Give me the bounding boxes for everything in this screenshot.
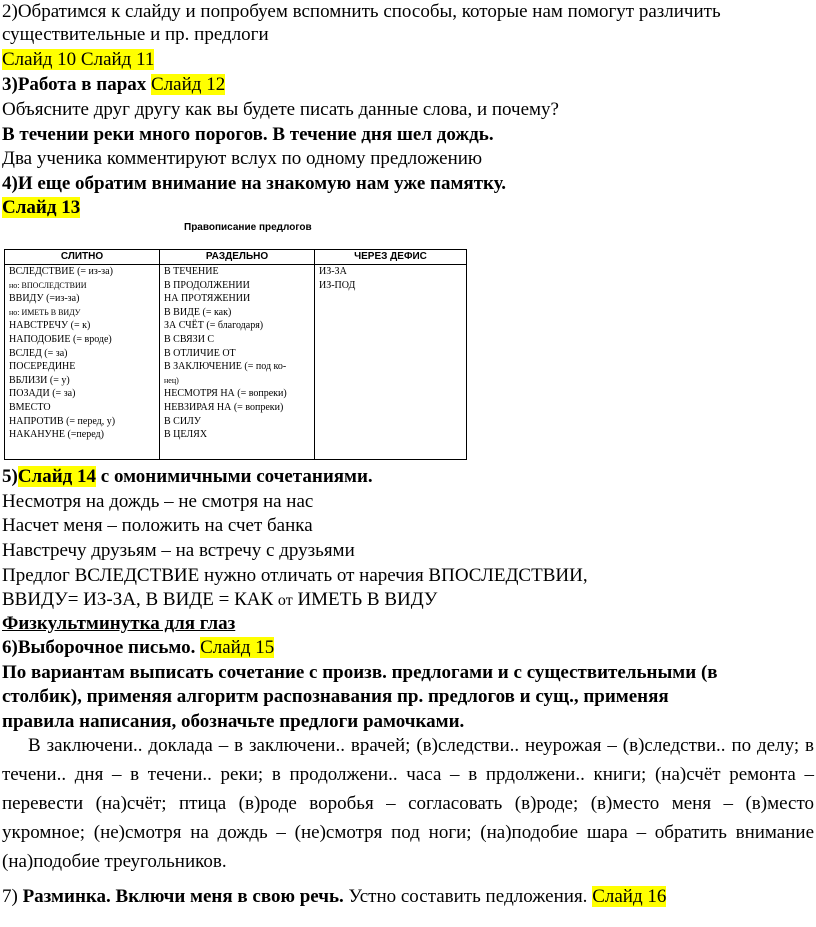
intro-line-1: 2)Обратимся к слайду и попробуем вспомнить способы, которые нам помогут различить (2, 1, 721, 22)
memo-item: НАПРОТИВ (= перед, у) (9, 415, 116, 427)
memo-header-slitno: СЛИТНО (5, 250, 160, 265)
memo-item: В ВИДЕ (= как) (164, 306, 232, 318)
memo-item: ВВИДУ (=из-за) (9, 293, 80, 305)
memo-item: ВСЛЕДСТВИЕ (= из-за) (9, 266, 113, 277)
memo-table-body-row (5, 265, 467, 460)
step5-heading: 5)Слайд 14 с омонимичными сочетаниями. (2, 466, 373, 487)
memo-item: нец) (164, 375, 179, 385)
memo-item: ЗА СЧЁТ (= благодаря) (164, 320, 264, 332)
eye-exercise-break: Физкультминутка для глаз (2, 613, 236, 634)
memo-table (4, 249, 467, 460)
memo-item: ИЗ-ПОД (319, 279, 356, 291)
step6-task-line-2: столбик), применяя алгоритм распознавания пр. предлогов и сущ., применяя (2, 686, 669, 707)
memo-item: В ЦЕЛЯХ (164, 429, 208, 441)
memo-item: ВСЛЕД (= за) (9, 347, 68, 359)
memo-item: В ПРОДОЛЖЕНИИ (164, 279, 250, 291)
memo-item: но: ВПОСЛЕДСТВИИ (9, 280, 87, 290)
memo-item: НА ПРОТЯЖЕНИИ (164, 293, 251, 305)
memo-item: НАПОДОБИЕ (= вроде) (9, 333, 112, 345)
slide-badge: Слайд 15 (200, 637, 275, 658)
memo-item: В СВЯЗИ С (164, 333, 215, 345)
step5-line-1: Несмотря на дождь – не смотря на нас (2, 491, 314, 512)
intro-line-2: существительные и пр. предлоги (2, 24, 269, 45)
step6-exercise-text: В заключени.. доклада – в заключени.. врачей; (в)следстви.. неурожая – (в)следстви.. по делу; в течени.. дня – в течени.. реки; в продолжени.. часа – в прдолжени.. книги; (на)счёт ремонта – перевести (на)счёт; птица (в)роде воробья – согласовать (в)роде; (в)место меня – (в)место укромное; (не)смотря на дождь – (не)смотря под ноги; (на)подобие шара – обратить внимание (на)подобие треугольников. (2, 735, 814, 872)
intro-slides (2, 48, 154, 72)
memo-item: ПОЗАДИ (= за) (9, 388, 76, 400)
step3-heading: 3)Работа в парах Слайд 12 (2, 74, 226, 95)
memo-header-razdelno: РАЗДЕЛЬНО (160, 250, 315, 265)
step7-line: 7) Разминка. Включи меня в свою речь. Устно составить пeдложения. Слайд 16 (2, 886, 667, 907)
memo-item: но: ИМЕТЬ В ВИДУ (9, 307, 81, 317)
memo-item: ИЗ-ЗА (319, 266, 347, 277)
memo-item: НЕСМОТРЯ НА (= вопреки) (164, 388, 287, 400)
step3-example: В течении реки много порогов. В течение дня шел дождь. (2, 124, 494, 145)
slide-badge: Слайд 14 (17, 466, 97, 487)
step5-line-5: ВВИДУ= ИЗ-ЗА, В ВИДЕ = КАК от ИМЕТЬ В ВИДУ (2, 589, 438, 610)
memo-item: В ТЕЧЕНИЕ (164, 266, 219, 277)
memo-item: НАВСТРЕЧУ (= к) (9, 320, 91, 332)
memo-col-defis (315, 265, 467, 460)
step5-line-3: Навстречу друзьям – на встречу с друзьями (2, 540, 355, 561)
step5-line-4: Предлог ВСЛЕДСТВИЕ нужно отличать от наречия ВПОСЛЕДСТВИИ, (2, 565, 588, 586)
memo-item: ПОСЕРЕДИНЕ (9, 361, 76, 373)
step4-heading: 4)И еще обратим внимание на знакомую нам уже памятку. (2, 173, 507, 194)
memo-item: ВБЛИЗИ (= у) (9, 374, 70, 386)
memo-table-header-row (5, 250, 467, 265)
memo-header-defis: ЧЕРЕЗ ДЕФИС (315, 250, 467, 265)
step4-slide (2, 196, 80, 220)
slide-badge: Слайд 13 (2, 197, 81, 218)
step6-heading: 6)Выборочное письмо. Слайд 15 (2, 637, 275, 658)
memo-item: НЕВЗИРАЯ НА (= вопреки) (164, 401, 284, 413)
memo-col-slitno (5, 265, 160, 460)
memo-table-title: Правописание предлогов (184, 222, 312, 233)
memo-item: В СИЛУ (164, 415, 201, 427)
memo-item: ВМЕСТО (9, 401, 51, 413)
slide-badge: Слайд 16 (592, 886, 667, 907)
step6-task-line-1: По вариантам выписать сочетание с произв. предлогами и с существительными (в (2, 662, 718, 683)
step6-task-line-3: правила написания, обозначьте предлоги рамочками. (2, 711, 465, 732)
memo-item: В ОТЛИЧИЕ ОТ (164, 347, 236, 359)
memo-item: НАКАНУНЕ (=перед) (9, 429, 104, 441)
slide-badge: Слайд 12 (151, 74, 226, 95)
memo-col-razdelno (160, 265, 315, 460)
memo-item: В ЗАКЛЮЧЕНИЕ (= под ко- (164, 361, 287, 373)
step3-question: Объясните друг другу как вы будете писать данные слова, и почему? (2, 99, 559, 120)
step3-comment: Два ученика комментируют вслух по одному предложению (2, 148, 483, 169)
slide-badge: Слайд 10 Слайд 11 (2, 49, 155, 70)
step5-line-2: Насчет меня – положить на счет банка (2, 515, 313, 536)
